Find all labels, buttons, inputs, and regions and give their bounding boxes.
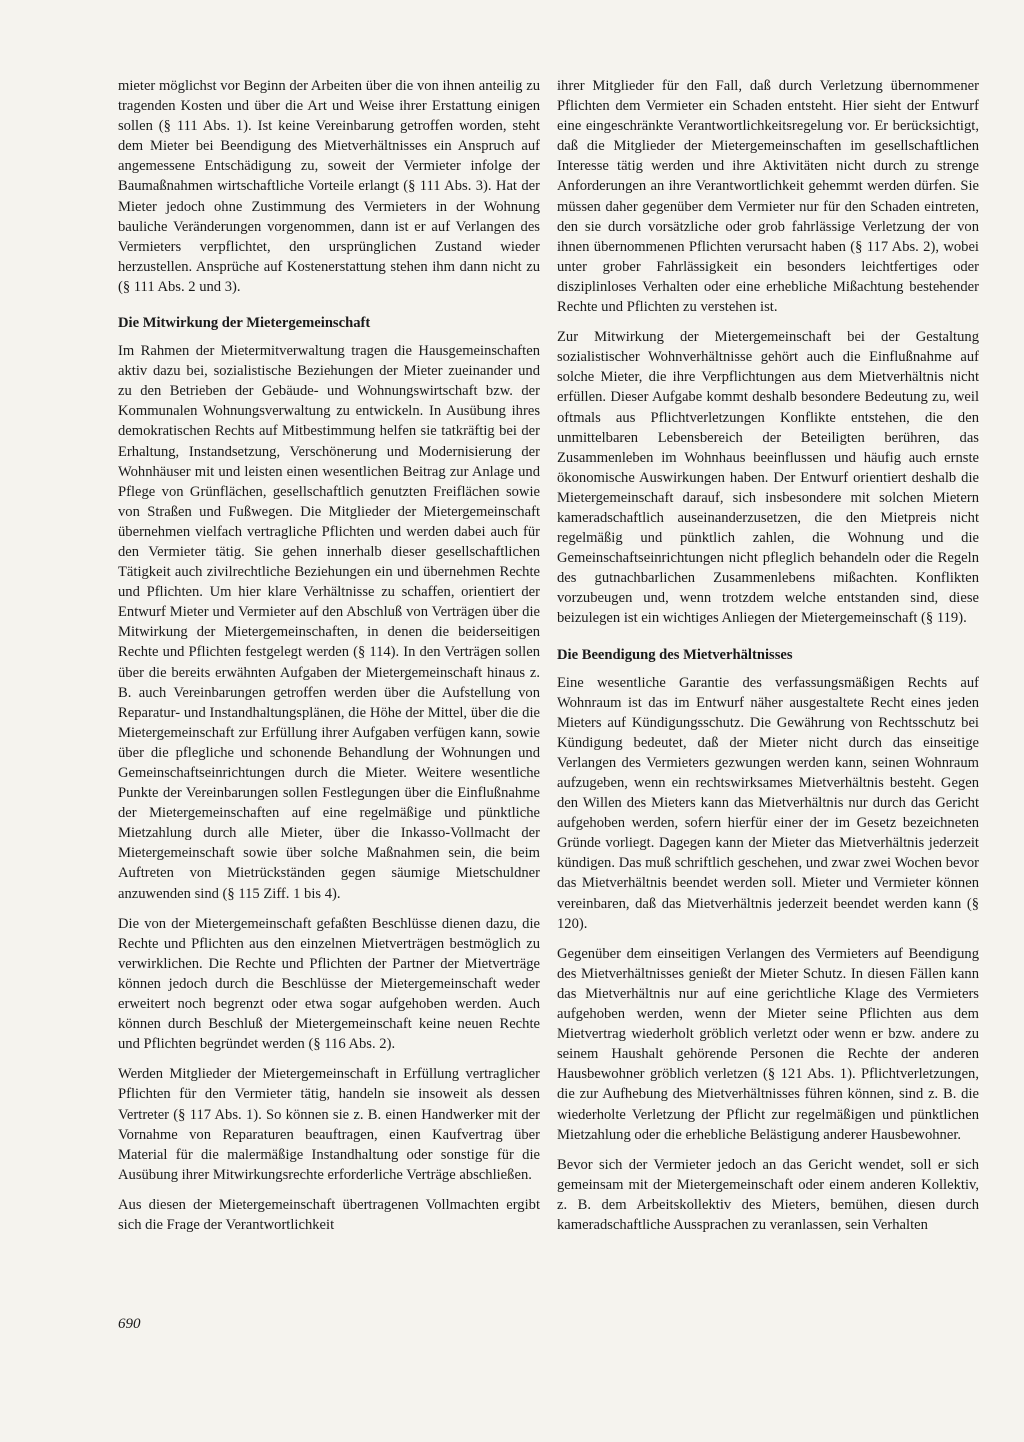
left-paragraph-1: mieter möglichst vor Beginn der Arbeiten über die von ihnen anteilig zu tragenden Kosten und über die Art und Weise ihrer Erstattung einigen sollen (§ 111 Abs. 1). Ist keine Vereinbarung getroffen worden, steht dem Mieter bei Beendigung des Mietverhältnisses ein Anspruch auf angemessene Entschädigung zu, soweit der Vermieter infolge der Baumaßnahmen wirtschaftliche Vorteile erlangt (§ 111 Abs. 3). Hat der Mieter jedoch ohne Zustimmung des Vermieters in der Wohnung bauliche Veränderungen vorgenommen, dann ist er auf Verlangen des Vermieters verpflichtet, den ursprünglichen Zustand wieder herzustellen. Ansprüche auf Kostenerstattung stehen ihm dann nicht zu (§ 111 Abs. 2 und 3). (118, 78, 540, 295)
left-column (118, 76, 540, 1245)
section-heading-mitwirkung: Die Mitwirkung der Mietergemeinschaft (118, 315, 371, 332)
right-column (557, 76, 979, 1245)
section-heading-beendigung: Die Beendigung des Mietverhältnisses (557, 646, 793, 663)
right-paragraph-1: ihrer Mitglieder für den Fall, daß durch Verletzung übernommener Pflichten dem Vermieter ein Schaden entsteht. Hier sieht der Entwurf eine eingeschränkte Verantwortlichkeitsregelung vor. Er berücksichtigt, daß die Mitglieder der Mietergemeinschaften im gesellschaftlichen Interesse tätig werden und ihre Aktivitäten nicht durch zu strenge Anforderungen an ihre Verantwortlichkeit gehemmt werden dürfen. Sie müssen daher gegenüber dem Vermieter nur für den Schaden eintreten, den sie durch vorsätzliche oder grob fahrlässige Verletzung der von ihnen übernommenen Pflichten verursacht haben (§ 117 Abs. 2), wobei unter grober Fahrlässigkeit ein besonders leichtfertiges oder disziplinloses Verhalten oder eine erhebliche Mißachtung bestehender Rechte und Pflichten zu verstehen ist. (557, 78, 979, 316)
right-paragraph-3: Eine wesentliche Garantie des verfassungsmäßigen Rechts auf Wohnraum ist das im Entwurf näher ausgestaltete Recht eines jeden Mieters auf Kündigungsschutz. Die Gewährung von Rechtsschutz bei Kündigung bedeutet, daß der Mieter nicht durch das einseitige Verlangen des Vermieters gezwungen werden kann, seinen Wohnraum aufzugeben, wenn ein rechtswirksames Mietverhältnis besteht. Gegen den Willen des Mieters kann das Mietverhältnis nur durch das Gericht aufgehoben werden, sofern hierfür einer der im Gesetz bezeichneten Gründe vorliegt. Dagegen kann der Mieter das Mietverhältnis jederzeit kündigen. Das muß schriftlich geschehen, und zwar zwei Wochen bevor das Mietverhältnis beendet werden soll. Mieter und Vermieter können vereinbaren, daß das Mietverhältnis jederzeit beendet werden kann (§ 120). (557, 674, 979, 932)
right-paragraph-2: Zur Mitwirkung der Mietergemeinschaft bei der Gestaltung sozialistischer Wohnverhältnisse gehört auch die Einflußnahme auf solche Mieter, die ihre Verpflichtungen aus dem Mietverhältnis nicht erfüllen. Dieser Aufgabe kommt deshalb besondere Bedeutung zu, weil oftmals aus Pflichtverletzungen Konflikte entstehen, die den unmittelbaren Lebensbereich der Beteiligten berühren, das Zusammenleben im Wohnhaus beeinflussen und häufig auch ernste ökonomische Auswirkungen haben. Der Entwurf orientiert deshalb die Mietergemeinschaft darauf, sich insbesondere mit solchen Mietern kameradschaftlich auseinanderzusetzen, die den Mietpreis nicht regelmäßig und pünktlich zahlen, die Wohnung und die Gemeinschaftseinrichtungen nicht pfleglich behandeln oder die Regeln des gutnachbarlichen Zusammenlebens mißachten. Konflikten vorzubeugen und, wenn trotzdem welche entstanden sind, diese beizulegen ist ein wichtiges Anliegen der Mietergemeinschaft (§ 119). (557, 329, 979, 627)
page-number: 690 (118, 1316, 141, 1332)
left-paragraph-4: Werden Mitglieder der Mietergemeinschaft in Erfüllung vertraglicher Pflichten für den Vermieter tätig, handeln sie insoweit als dessen Vertreter (§ 117 Abs. 1). So können sie z. B. einen Handwerker mit der Vornahme von Reparaturen beauftragen, einen Kaufvertrag über Material für die malermäßige Instandhaltung oder sonstige für die Ausübung ihrer Mitwirkungsrechte erforderliche Verträge abschließen. (118, 1066, 540, 1183)
left-paragraph-3: Die von der Mietergemeinschaft gefaßten Beschlüsse dienen dazu, die Rechte und Pflichten aus den einzelnen Mietverträgen bestmöglich zu verwirklichen. Die Rechte und Pflichten der Partner der Mietverträge können jedoch durch die Beschlüsse der Mietergemeinschaft weder erweitert noch begrenzt oder etwa sogar aufgehoben werden. Auch können durch Beschluß der Mietergemeinschaft keine neuen Rechte und Pflichten begründet werden (§ 116 Abs. 2). (118, 915, 540, 1053)
right-paragraph-4: Gegenüber dem einseitigen Verlangen des Vermieters auf Beendigung des Mietverhältnisses genießt der Mieter Schutz. In diesen Fällen kann das Mietverhältnis nur auf eine gerichtliche Klage des Vermieters aufgehoben werden, wenn der Mieter seine Pflichten aus dem Mietvertrag wiederholt gröblich verletzt oder wenn er bzw. andere zu seinem Haushalt gehörende Personen die Rechte der anderen Hausbewohner gröblich verletzen (§ 121 Abs. 1). Pflichtverletzungen, die zur Aufhebung des Mietverhältnisses führen können, sind z. B. die wiederholte Verletzung der Pflicht zur regelmäßigen und pünktlichen Mietzahlung oder die erhebliche Belästigung anderer Hausbewohner. (557, 945, 979, 1143)
left-paragraph-5: Aus diesen der Mietergemeinschaft übertragenen Vollmachten ergibt sich die Frage der Verantwortlichkeit (118, 1196, 540, 1233)
right-paragraph-5: Bevor sich der Vermieter jedoch an das Gericht wendet, soll er sich gemeinsam mit der Mietergemeinschaft oder einem anderen Kollektiv, z. B. dem Arbeitskollektiv des Mieters, bemühen, diesen durch kameradschaftliche Aussprachen zu veranlassen, sein Verhalten (557, 1156, 979, 1233)
left-paragraph-2: Im Rahmen der Mietermitverwaltung tragen die Hausgemeinschaften aktiv dazu bei, sozialistische Beziehungen der Mieter zueinander und zu den Betrieben der Gebäude- und Wohnungswirtschaft bzw. der Kommunalen Wohnungsverwaltung zu entwickeln. In Ausübung ihres demokratischen Rechts auf Mitbestimmung helfen sie tatkräftig bei der Erhaltung, Instandsetzung, Verschönerung und Modernisierung der Wohnhäuser mit und leisten einen wesentlichen Beitrag zur Anlage und Pflege von Grünflächen, gesellschaftlich genutzten Freiflächen sowie von Straßen und Fußwegen. Die Mitglieder der Mietergemeinschaft übernehmen vielfach vertragliche Pflichten und werden dabei auch für den Vermieter tätig. Sie gehen innerhalb dieser gesellschaftlichen Tätigkeit auch zivilrechtliche Beziehungen ein und übernehmen Rechte und Pflichten. Um hier klare Verhältnisse zu schaffen, orientiert der Entwurf Mieter und Vermieter auf den Abschluß von Verträgen über die Mitwirkung der Mietergemeinschaften, in denen die beiderseitigen Rechte und Pflichten festgelegt werden (§ 114). In den Verträgen sollen über die bereits erwähnten Aufgaben der Mietergemeinschaft hinaus z. B. auch Vereinbarungen getroffen werden über die Aufstellung von Reparatur- und Instandhaltungsplänen, die Höhe der Mittel, über die die Mietergemeinschaft zur Erfüllung ihrer Aufgaben verfügen kann, sowie über die pflegliche und schonende Behandlung der Wohnungen und Gemeinschaftseinrichtungen durch die Mieter. Weitere wesentliche Punkte der Vereinbarungen sollen Festlegungen über die Einflußnahme der Mietergemeinschaften auf eine regelmäßige und pünktliche Mietzahlung durch alle Mieter, über die Inkasso-Vollmacht der Mietergemeinschaft sowie über solche Maßnahmen sein, die beim Auftreten von Mietrückständen gegen säumige Mietschuldner anzuwenden sind (§ 115 Ziff. 1 bis 4). (118, 343, 540, 902)
